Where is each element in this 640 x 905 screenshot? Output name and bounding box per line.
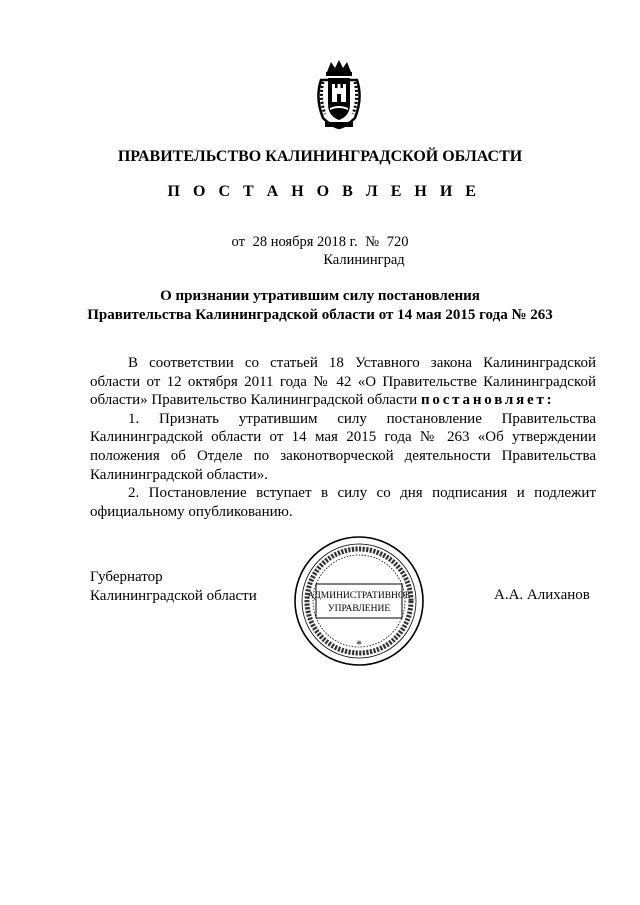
number-sign: № (365, 234, 380, 250)
date-prefix: от (231, 234, 245, 250)
signatory-name: А.А. Алиханов (494, 587, 590, 603)
document-body (90, 354, 596, 521)
svg-text:*: * (356, 637, 362, 651)
preamble-paragraph (90, 354, 596, 410)
government-name: ПРАВИТЕЛЬСТВО КАЛИНИНГРАДСКОЙ ОБЛАСТИ (117, 148, 523, 165)
document-date: 28 ноября 2018 г. (252, 234, 358, 250)
stamp-center-line-2: УПРАВЛЕНИЕ (327, 604, 391, 614)
stamp-center-line-1: АДМИНИСТРАТИВНОЕ (307, 591, 411, 601)
signatory-title (90, 568, 257, 605)
signatory-title-line-2: Калининградской области (90, 587, 257, 604)
subject-line-1: О признании утратившим силу постановления (160, 288, 480, 304)
document-number: 720 (386, 234, 409, 250)
item-2: 2. Постановление вступает в силу со дня подписания и подлежит официальному опубликованию. (90, 485, 596, 520)
decree-word: постановляет: (420, 392, 555, 409)
dateline (0, 234, 640, 251)
city: Калининград (323, 252, 405, 268)
subject-heading (0, 287, 640, 325)
subject-line-2: Правительства Калининградской области от 14 мая 2015 года № 263 (87, 307, 553, 323)
preamble-text: В соответствии со статьей 18 Уставного закона Калининградской области от 12 октября 2011 года № 42 «О Правительстве Калининградской области» Правительство Калининградской области (90, 355, 596, 409)
signatory-title-line-1: Губернатор (90, 569, 163, 585)
item-1: 1. Признать утратившим силу постановление Правительства Калининградской области от 14 мая 2015 года № 263 «Об утверждении положения об Отделе по законотворческой деятельности Правительства Калининградской области». (90, 410, 596, 483)
document-type: П О С Т А Н О В Л Е Н И Е (167, 183, 481, 200)
coat-of-arms-icon (313, 58, 365, 130)
official-stamp-icon (292, 534, 426, 668)
